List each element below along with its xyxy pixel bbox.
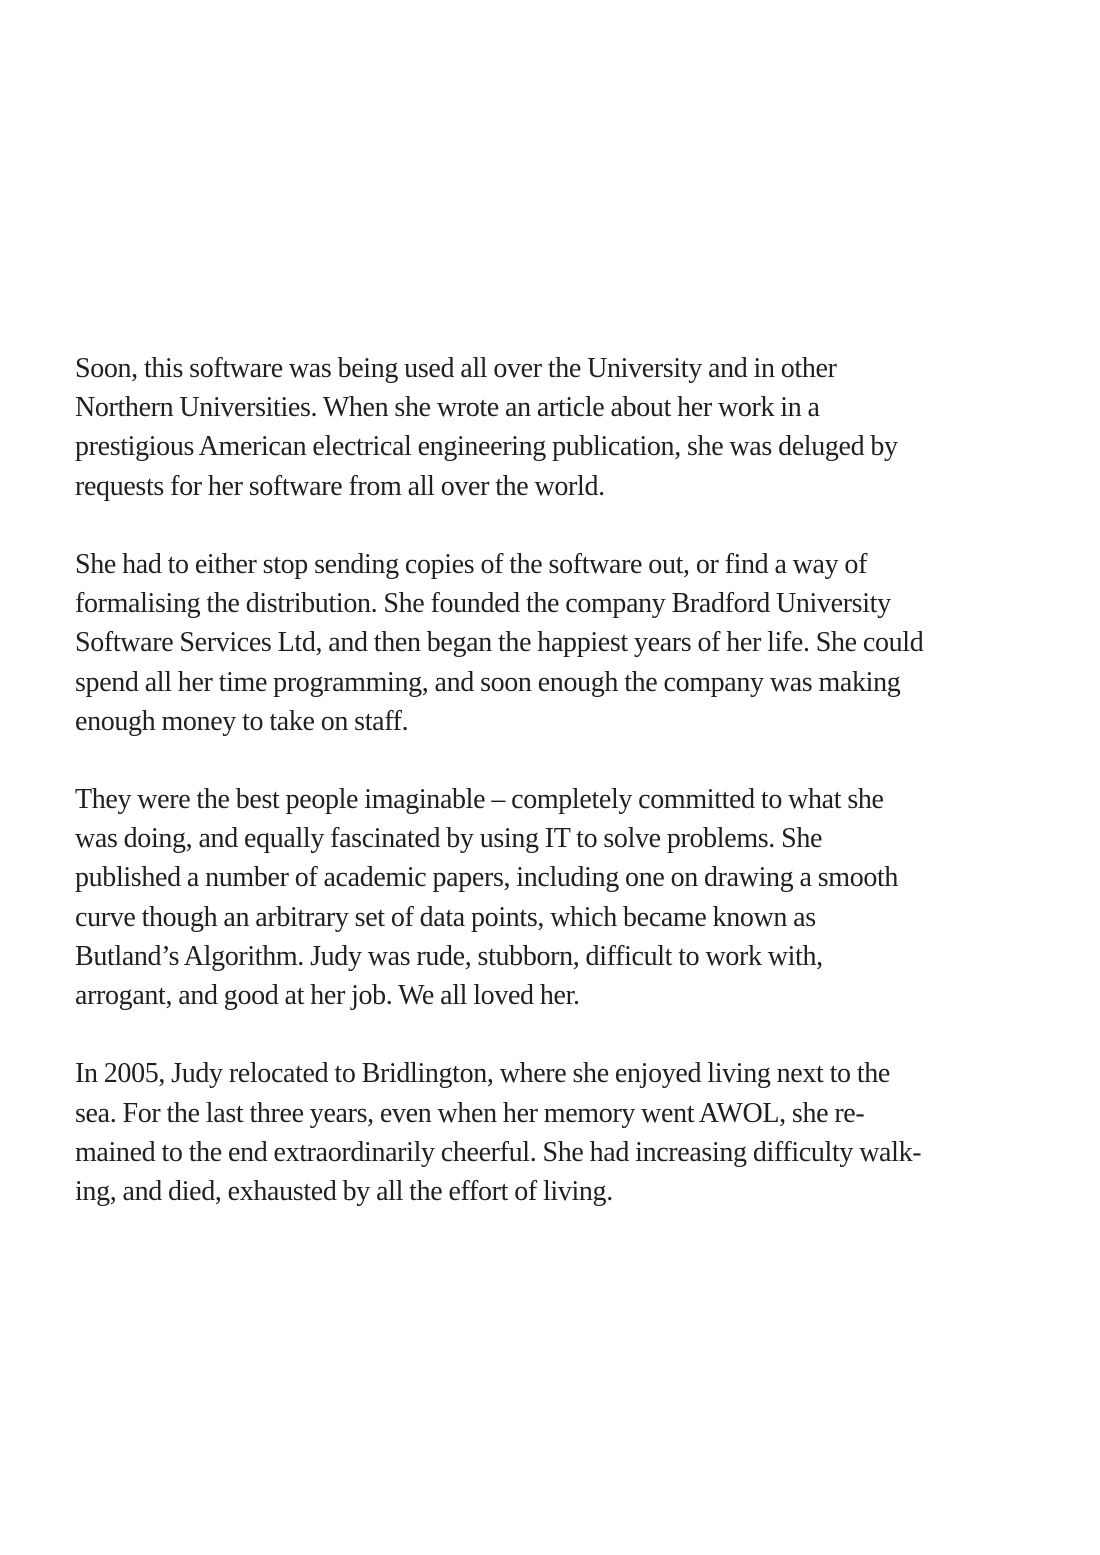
text-line: published a number of academic papers, including one on drawing a smooth: [75, 862, 899, 894]
text-line: formalising the distribution. She founded the company Bradford University: [75, 588, 891, 620]
text-line: requests for her software from all over the world.: [75, 470, 605, 502]
paragraph-later-life: [75, 1054, 1035, 1211]
text-line: enough money to take on staff.: [75, 705, 409, 737]
text-line: Butland’s Algorithm. Judy was rude, stubborn, difficult to work with,: [75, 940, 823, 972]
text-line: Northern Universities. When she wrote an article about her work in a: [75, 392, 820, 424]
text-line: They were the best people imaginable – completely committed to what she: [75, 784, 884, 816]
text-line: prestigious American electrical engineering publication, she was deluged by: [75, 431, 898, 463]
text-line: spend all her time programming, and soon enough the company was making: [75, 666, 901, 698]
text-line: mained to the end extraordinarily cheerful. She had increasing difficulty walk-: [75, 1136, 922, 1168]
text-line: She had to either stop sending copies of the software out, or find a way of: [75, 548, 868, 580]
text-line: In 2005, Judy relocated to Bridlington, where she enjoyed living next to the: [75, 1058, 891, 1090]
text-line: ing, and died, exhausted by all the effort of living.: [75, 1175, 613, 1207]
text-line: Software Services Ltd, and then began the happiest years of her life. She could: [75, 627, 924, 659]
text-line: sea. For the last three years, even when her memory went AWOL, she re-: [75, 1097, 865, 1129]
document-body: [75, 349, 1035, 1250]
text-line: arrogant, and good at her job. We all loved her.: [75, 980, 580, 1011]
text-line: curve though an arbitrary set of data points, which became known as: [75, 901, 816, 933]
paragraph-staff-and-papers: [75, 780, 1035, 1015]
text-line: Soon, this software was being used all over the University and in other: [75, 353, 837, 384]
paragraph-software-usage: [75, 349, 1035, 506]
text-line: was doing, and equally fascinated by using IT to solve problems. She: [75, 823, 823, 855]
paragraph-company-founding: [75, 545, 1035, 741]
